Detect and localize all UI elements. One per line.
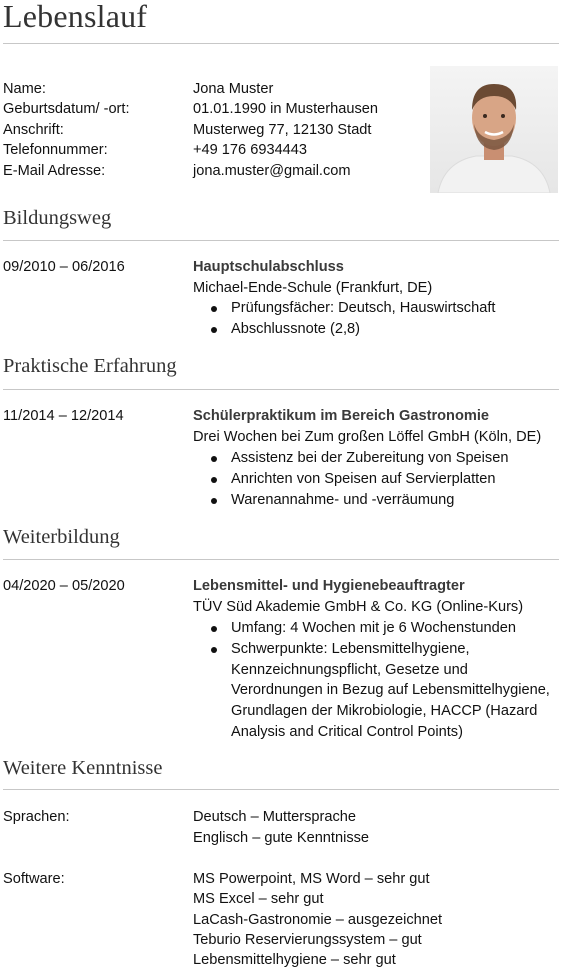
training-title: Lebensmittel- und Hygienebeauftragter [193, 578, 465, 594]
name-label: Name: [3, 81, 46, 97]
portrait-graphic [430, 66, 558, 193]
education-bullets [231, 298, 495, 340]
training-dates: 04/2020 – 05/2020 [3, 578, 125, 594]
list-item: Warenannahme- und -verräumung [231, 490, 508, 511]
experience-title: Schülerpraktikum im Bereich Gastronomie [193, 408, 490, 424]
education-dates: 09/2010 – 06/2016 [3, 259, 125, 275]
divider [3, 789, 559, 790]
email-value: jona.muster@gmail.com [193, 163, 351, 179]
training-bullets [231, 618, 559, 743]
divider [3, 43, 559, 44]
list-item: Anrichten von Speisen auf Servierplatten [231, 469, 508, 490]
education-title: Hauptschulabschluss [193, 259, 344, 275]
address-value: Musterweg 77, 12130 Stadt [193, 122, 372, 138]
birth-label: Geburtsdatum/ -ort: [3, 101, 130, 117]
skills-heading: Weitere Kenntnisse [3, 757, 163, 779]
experience-dates: 11/2014 – 12/2014 [3, 408, 124, 424]
list-item: Schwerpunkte: Lebensmittelhygiene, Kennzeichnungspflicht, Gesetze und Verordnungen in Bezug auf Lebensmittelhygiene, Grundlagen der Mikrobiologie, HACCP (Hazard Analysis and Critical Control Points) [231, 639, 559, 743]
language-item: Deutsch – Muttersprache [193, 809, 357, 825]
birth-value: 01.01.1990 in Musterhausen [193, 101, 378, 117]
divider [3, 240, 559, 241]
phone-value: +49 176 6934443 [193, 142, 308, 158]
list-item: Prüfungsfächer: Deutsch, Hauswirtschaft [231, 298, 495, 319]
languages-label: Sprachen: [3, 809, 70, 825]
software-item: Teburio Reservierungssystem – gut [193, 932, 422, 948]
software-item: Lebensmittelhygiene – sehr gut [193, 952, 396, 968]
phone-label: Telefonnummer: [3, 142, 108, 158]
profile-photo [430, 66, 558, 193]
experience-heading: Praktische Erfahrung [3, 355, 177, 377]
education-place: Michael-Ende-Schule (Frankfurt, DE) [193, 280, 433, 296]
list-item: Abschlussnote (2,8) [231, 319, 495, 340]
page-title: Lebenslauf [3, 0, 148, 34]
experience-bullets [231, 448, 508, 510]
software-label: Software: [3, 871, 65, 887]
email-label: E-Mail Adresse: [3, 163, 106, 179]
education-heading: Bildungsweg [3, 207, 112, 229]
experience-place: Drei Wochen bei Zum großen Löffel GmbH (Köln, DE) [193, 429, 542, 445]
address-label: Anschrift: [3, 122, 64, 138]
training-heading: Weiterbildung [3, 526, 120, 548]
list-item: Umfang: 4 Wochen mit je 6 Wochenstunden [231, 618, 559, 639]
language-item: Englisch – gute Kenntnisse [193, 830, 370, 846]
name-value: Jona Muster [193, 81, 274, 97]
divider [3, 389, 559, 390]
software-item: LaCash-Gastronomie – ausgezeichnet [193, 912, 443, 928]
software-item: MS Excel – sehr gut [193, 891, 324, 907]
training-place: TÜV Süd Akademie GmbH & Co. KG (Online-Kurs) [193, 599, 524, 615]
list-item: Assistenz bei der Zubereitung von Speisen [231, 448, 508, 469]
software-item: MS Powerpoint, MS Word – sehr gut [193, 871, 430, 887]
divider [3, 559, 559, 560]
